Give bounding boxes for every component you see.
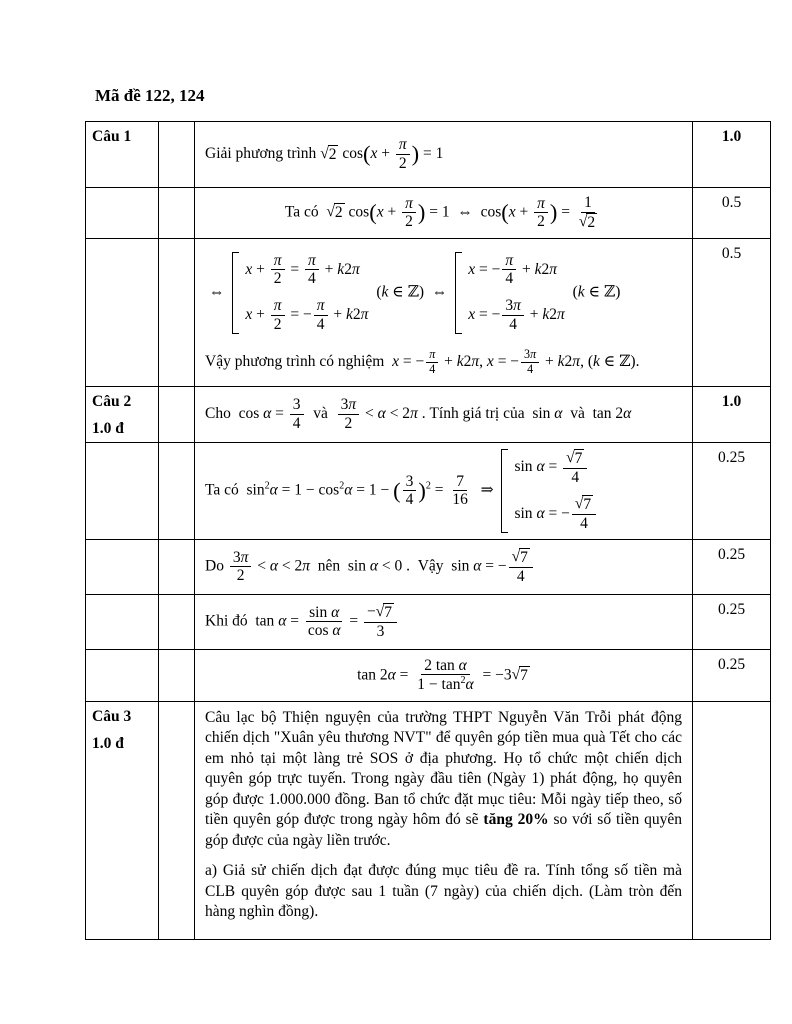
question-label-cell — [86, 539, 159, 594]
formula-step-5: Khi đó tan α = $\frac{\text{sin α}}{\text{cos α}}$ = − √ 7 3 — [205, 603, 682, 641]
solution-cell — [195, 539, 693, 594]
table-row — [86, 442, 771, 539]
points-value: 0.25 — [717, 545, 746, 563]
document-title: Mã đề 122, 124 — [95, 86, 205, 105]
question-label-cell — [86, 649, 159, 701]
spacer-cell — [159, 594, 195, 649]
solution-cell — [195, 122, 693, 188]
question-label: Câu 1 — [92, 128, 132, 145]
points-value: 1.0 — [721, 392, 742, 410]
points-cell — [693, 539, 771, 594]
table-row — [86, 188, 771, 239]
question-label: Câu 3 — [92, 707, 132, 725]
solution-cell — [195, 386, 693, 442]
points-value: 0.5 — [721, 194, 742, 211]
question-label-cell — [86, 701, 159, 939]
question-label-cell — [86, 594, 159, 649]
table-row — [86, 539, 771, 594]
question-label-cell — [86, 188, 159, 239]
points-value: 0.25 — [717, 655, 746, 673]
formula-step-4: Do $\frac{3\pi}{2}$ < α < 2π nên sin α < 0 . Vậy sin α = − √ 7 4 — [205, 548, 682, 586]
spacer-cell — [159, 649, 195, 701]
formula-problem-2: Cho cos α = $\frac{3}{4}$ và $\frac{3\pi}{2}$ < α < 2π . Tính giá trị của sin α và tan 2α — [205, 395, 632, 432]
solution-cell — [195, 649, 693, 701]
question-label-cell — [86, 386, 159, 442]
formula-step-6: tan 2α = $\frac{\text{2 tan α}}{1 - \tan^2\alpha}$ = −3 √ 7 — [357, 656, 528, 694]
points-cell — [693, 442, 771, 539]
solution-cell — [195, 188, 693, 239]
solution-cell — [195, 442, 693, 539]
points-value: 0.25 — [717, 600, 746, 618]
answer-table — [85, 121, 771, 940]
formula-conclusion: Vậy phương trình có nghiệm x = − $\frac{\pi}{4}$ + k2π, x = − $\frac{3\pi}{4}$ + k2π, (k ∈ ℤ). — [205, 346, 640, 376]
problem-3-paragraph: Câu lạc bộ Thiện nguyện của trường THPT Nguyễn Văn Trỗi phát động chiến dịch "Xuân yêu thương NVT" để quyên góp tiền mua quà Tết cho các em nhỏ tại một làng trẻ SOS ở địa phương. Họ tổ chức một chiến dịch quyên góp trực tuyến. Trong ngày đầu tiên (Ngày 1) phát động, họ quyên góp được 1.000.000 đồng. Ban tổ chức đặt mục tiêu: Mỗi ngày tiếp theo, số tiền quyên góp được trong ngày hôm đó sẽ tăng 20% so với số tiền quyên góp được của ngày liền trước. — [205, 708, 682, 849]
question-points-label: 1.0 đ — [92, 419, 124, 437]
formula-step-3: Ta có $\sin^2\alpha = 1 - \cos^2\alpha = 1$ − ( $\frac{3}{4}$ )$^2$ = $\frac{7}{16}$ ⇒ sin α = √ 7 4 sin α = − √ 7 4 — [205, 449, 682, 533]
spacer-cell — [159, 238, 195, 386]
solution-cell — [195, 701, 693, 939]
question-label: Câu 2 — [92, 392, 132, 410]
spacer-cell — [159, 701, 195, 939]
points-cell — [693, 122, 771, 188]
spacer-cell — [159, 386, 195, 442]
formula-problem-1: Giải phương trình √ 2 cos(x + $\frac{\pi}{2}$ ) = 1 — [205, 136, 444, 172]
spacer-cell — [159, 442, 195, 539]
question-label-cell — [86, 122, 159, 188]
points-value: 1.0 — [721, 128, 742, 145]
spacer-cell — [159, 188, 195, 239]
points-cell — [693, 238, 771, 386]
points-value: 0.5 — [721, 244, 742, 262]
problem-3-question-a: a) Giả sử chiến dịch đạt được đúng mục tiêu đề ra. Tính tổng số tiền mà CLB quyên góp được sau 1 tuần (7 ngày) của chiến dịch. (Làm tròn đến hàng nghìn đồng). — [205, 862, 682, 921]
table-row — [86, 238, 771, 386]
spacer-cell — [159, 539, 195, 594]
points-cell — [693, 188, 771, 239]
points-cell — [693, 649, 771, 701]
points-cell — [693, 386, 771, 442]
formula-step-1: Ta có √ 2 cos(x + $\frac{\pi}{2}$ ) = 1 ⇔ cos(x + $\frac{\pi}{2}$ ) = 1 √ 2 — [284, 194, 596, 231]
solution-cell — [195, 238, 693, 386]
question-label-cell — [86, 442, 159, 539]
table-row — [86, 386, 771, 442]
table-row — [86, 649, 771, 701]
question-label-cell — [86, 238, 159, 386]
table-row — [86, 594, 771, 649]
points-value: 0.25 — [717, 448, 746, 466]
formula-step-2: ⇔ x + $\frac{\pi}{2}$ = $\frac{\pi}{4}$ + k 2 π x + $\frac{\pi}{2}$ = − $\frac{\pi}{4}$ + k 2 π (k ∈ ℤ) ⇔ x = − $\frac{\pi}{4}$ + k 2 π x = − $\frac{3\pi}{4}$ + k 2 π (k ∈ ℤ) — [209, 251, 621, 334]
points-cell — [693, 701, 771, 939]
table-row — [86, 122, 771, 188]
spacer-cell — [159, 122, 195, 188]
table-row — [86, 701, 771, 939]
solution-cell — [195, 594, 693, 649]
points-cell — [693, 594, 771, 649]
question-points-label: 1.0 đ — [92, 734, 124, 752]
